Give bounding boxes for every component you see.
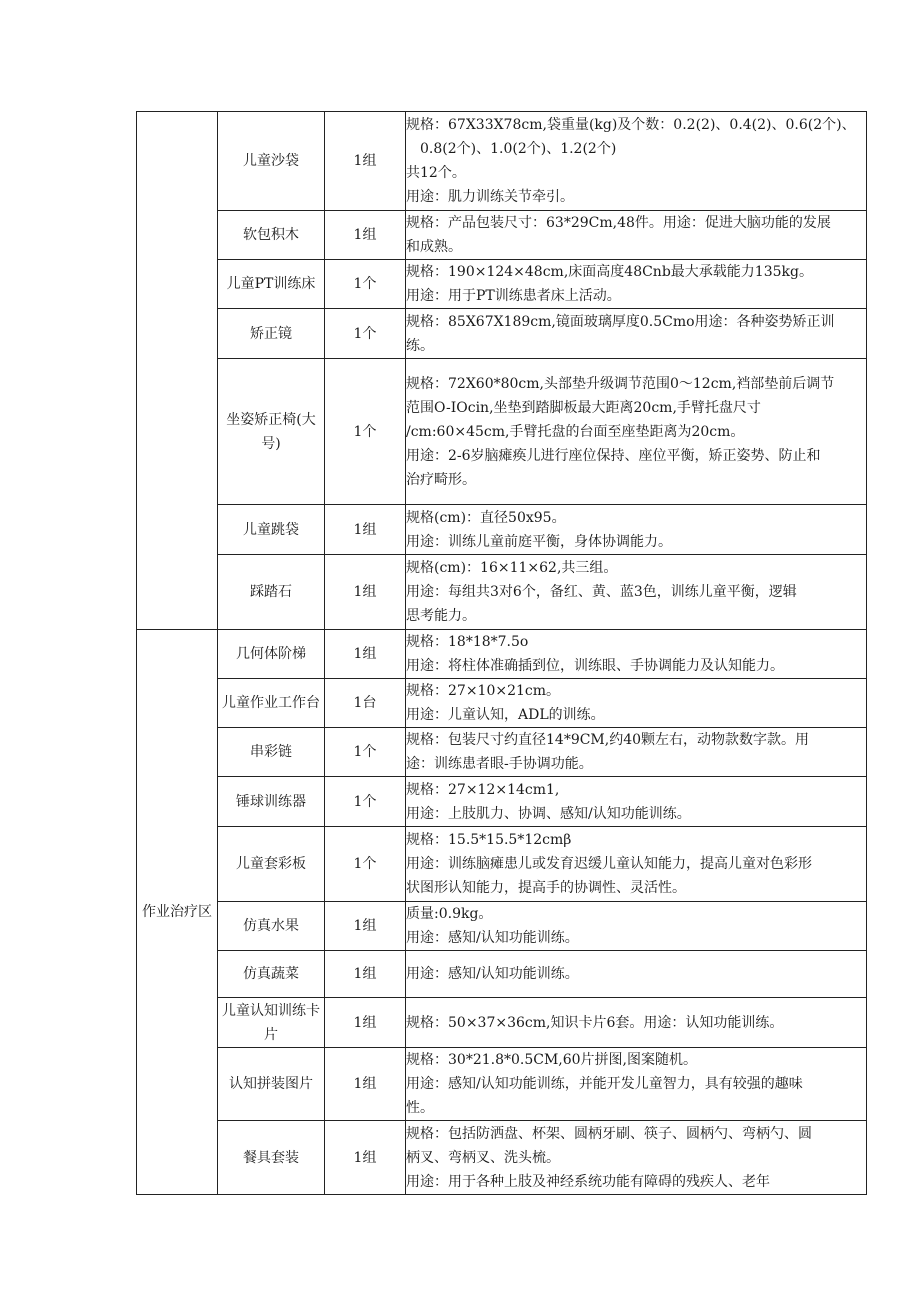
desc-line: 练。 <box>406 337 434 354</box>
table-row <box>137 998 867 1048</box>
desc-line: 规格：27×10×21cm。 <box>406 683 561 699</box>
desc-line: 治疗畸形。 <box>406 471 476 488</box>
desc-line: 用途：肌力训练关节牵引。 <box>406 189 574 205</box>
item-desc <box>406 1048 867 1121</box>
desc-line: 范围O-IOcin,坐垫到踏脚板最大距离20cm,手臂托盘尺寸 <box>406 399 761 416</box>
desc-line: 规格：包括防洒盘、杯架、圆柄牙刷、筷子、圆柄勺、弯柄勺、圆 <box>406 1125 812 1142</box>
desc-line: 规格(cm)：16×11×62,共三组。 <box>406 560 618 576</box>
table-row <box>137 827 867 902</box>
table-row <box>137 112 867 211</box>
desc-line: 规格：85X67X189cm,镜面玻璃厚度0.5Cmo用途：各种姿势矫正训 <box>406 313 835 330</box>
table-row <box>137 555 867 630</box>
item-qty: 1组 <box>325 630 406 679</box>
desc-line: 和成熟。 <box>406 239 462 255</box>
item-desc <box>406 112 867 211</box>
item-name: 儿童PT训练床 <box>218 260 325 309</box>
desc-line: 规格：18*18*7.5o <box>406 634 529 650</box>
item-qty: 1组 <box>325 112 406 211</box>
item-qty: 1个 <box>325 827 406 902</box>
desc-line: 规格：72X60*80cm,头部垫升级调节范围0〜12cm,裆部垫前后调节 <box>406 375 835 392</box>
table-row <box>137 505 867 555</box>
item-qty: 1个 <box>325 728 406 777</box>
item-desc <box>406 309 867 359</box>
item-desc <box>406 260 867 309</box>
item-name: 仿真水果 <box>218 902 325 951</box>
table-row <box>137 260 867 309</box>
item-desc <box>406 777 867 827</box>
table-row <box>137 951 867 998</box>
desc-line: 用途：感知/认知功能训练，并能开发儿童智力，具有较强的趣味 <box>406 1076 803 1092</box>
item-desc <box>406 902 867 951</box>
item-desc <box>406 359 867 505</box>
table-row <box>137 777 867 827</box>
item-qty: 1个 <box>325 359 406 505</box>
item-qty: 1组 <box>325 1048 406 1121</box>
item-qty: 1组 <box>325 211 406 260</box>
item-desc <box>406 211 867 260</box>
desc-line: 用途：用于PT训练患者床上活动。 <box>406 288 621 304</box>
desc-line: 思考能力。 <box>406 608 476 624</box>
desc-line: 途：训练患者眼-手协调功能。 <box>406 756 593 772</box>
table-row <box>137 1048 867 1121</box>
item-name: 餐具套装 <box>218 1121 325 1195</box>
item-name: 仿真蔬菜 <box>218 951 325 998</box>
table-row <box>137 309 867 359</box>
desc-line: 规格：30*21.8*0.5CM,60片拼图,图案随机。 <box>406 1052 698 1068</box>
item-qty: 1个 <box>325 260 406 309</box>
table-row <box>137 679 867 728</box>
item-name: 儿童认知训练卡片 <box>218 998 325 1048</box>
desc-line: 0.8(2个)、1.0(2个)、1.2(2个) <box>420 141 617 157</box>
desc-line: 状图形认知能力，提高手的协调性、灵活性。 <box>406 880 686 896</box>
desc-line: 用途：每组共3对6个，备红、黄、蓝3色，训练儿童平衡，逻辑 <box>406 584 797 600</box>
desc-line: 性。 <box>406 1100 434 1116</box>
item-qty: 1组 <box>325 555 406 630</box>
desc-line: 共12个。 <box>406 165 466 181</box>
desc-line: 规格：包装尺寸约直径14*9CM,约40颗左右，动物款数字款。用 <box>406 732 810 748</box>
item-name: 儿童沙袋 <box>218 112 325 211</box>
item-qty: 1组 <box>325 505 406 555</box>
table-row <box>137 1121 867 1195</box>
desc-line: 规格：50×37×36cm,知识卡片6套。用途：认知功能训练。 <box>406 1014 784 1031</box>
desc-line: 用途：感知/认知功能训练。 <box>406 930 579 946</box>
item-name: 认知拼装图片 <box>218 1048 325 1121</box>
item-desc <box>406 998 867 1048</box>
item-desc <box>406 1121 867 1195</box>
item-qty: 1组 <box>325 951 406 998</box>
item-name: 儿童套彩板 <box>218 827 325 902</box>
desc-line: 规格：27×12×14cm1, <box>406 781 560 798</box>
desc-line: 用途：将柱体准确插到位，训练眼、手协调能力及认知能力。 <box>406 658 784 674</box>
item-desc <box>406 728 867 777</box>
desc-line: 用途：上肢肌力、协调、感知/认知功能训练。 <box>406 805 691 822</box>
desc-line: 用途：儿童认知，ADL的训练。 <box>406 707 605 723</box>
table-row <box>137 902 867 951</box>
item-qty: 1台 <box>325 679 406 728</box>
item-name: 坐姿矫正椅(大号) <box>218 359 325 505</box>
desc-line: 用途：感知/认知功能训练。 <box>406 966 579 982</box>
item-desc <box>406 679 867 728</box>
item-name: 串彩链 <box>218 728 325 777</box>
table-row <box>137 359 867 505</box>
area-cell-blank <box>137 112 218 630</box>
item-name: 儿童跳袋 <box>218 505 325 555</box>
item-qty: 1个 <box>325 777 406 827</box>
desc-line: 用途：训练儿童前庭平衡，身体协调能力。 <box>406 533 672 550</box>
item-name: 踩踏石 <box>218 555 325 630</box>
item-qty: 1组 <box>325 902 406 951</box>
item-desc <box>406 951 867 998</box>
equipment-table <box>136 111 867 1195</box>
desc-line: 规格：15.5*15.5*12cmβ <box>406 832 572 848</box>
table-row <box>137 630 867 679</box>
item-desc <box>406 630 867 679</box>
item-name: 几何体阶梯 <box>218 630 325 679</box>
desc-line: 规格(cm)：直径50x95。 <box>406 509 566 526</box>
item-name: 矫正镜 <box>218 309 325 359</box>
table-row <box>137 728 867 777</box>
item-name: 软包积木 <box>218 211 325 260</box>
desc-line: 质量:0.9kg。 <box>406 906 493 922</box>
item-qty: 1个 <box>325 309 406 359</box>
desc-line: /cm:60×45cm,手臂托盘的台面至座垫距离为20cm。 <box>406 423 745 440</box>
desc-line: 规格：产品包装尺寸：63*29Cm,48件。用途：促进大脑功能的发展 <box>406 215 831 231</box>
item-qty: 1组 <box>325 998 406 1048</box>
item-name: 锤球训练器 <box>218 777 325 827</box>
item-desc <box>406 827 867 902</box>
desc-line: 规格：67X33X78cm,袋重量(kg)及个数：0.2(2)、0.4(2)、0.6(2个)、 <box>406 117 856 133</box>
desc-line: 用途：2-6岁脑瘫痪儿进行座位保持、座位平衡，矫正姿势、防止和 <box>406 447 821 464</box>
area-label: 作业治疗区 <box>137 630 218 1195</box>
desc-line: 用途：用于各种上肢及神经系统功能有障碍的残疾人、老年 <box>406 1173 770 1190</box>
desc-line: 柄叉、弯柄叉、洗头梳。 <box>406 1149 560 1166</box>
item-desc <box>406 555 867 630</box>
item-name: 儿童作业工作台 <box>218 679 325 728</box>
desc-line: 规格：190×124×48cm,床面高度48Cnb最大承载能力135kg。 <box>406 264 813 280</box>
table-row <box>137 211 867 260</box>
desc-line: 用途：训练脑瘫患儿或发育迟缓儿童认知能力，提高儿童对色彩形 <box>406 856 812 872</box>
item-desc <box>406 505 867 555</box>
item-qty: 1组 <box>325 1121 406 1195</box>
